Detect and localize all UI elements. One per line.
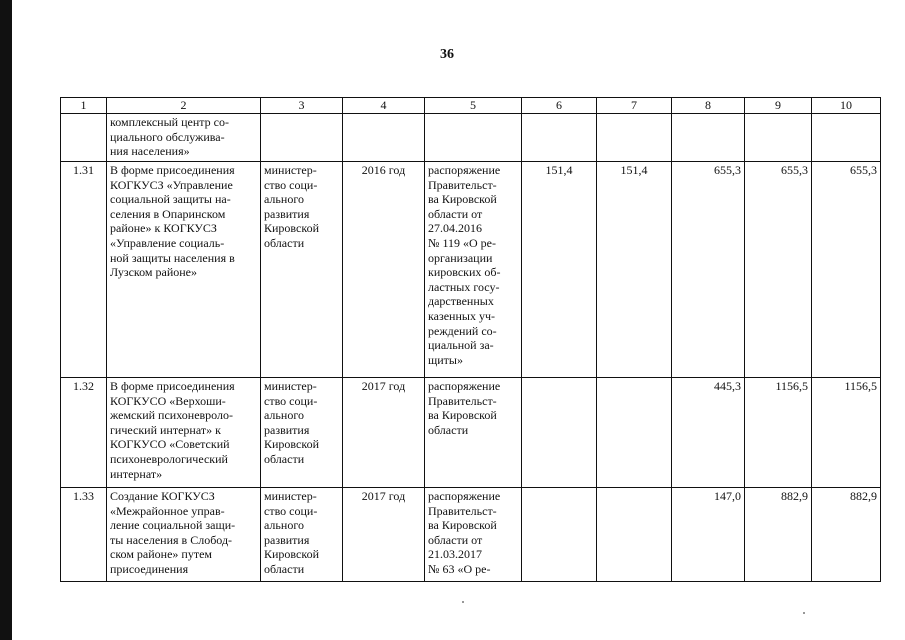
row-year: 2017 год bbox=[343, 488, 425, 582]
row-number: 1.33 bbox=[61, 488, 107, 582]
row-value-6 bbox=[522, 488, 597, 582]
row-value-6 bbox=[522, 114, 597, 162]
column-header: 10 bbox=[812, 98, 881, 114]
column-header: 5 bbox=[425, 98, 522, 114]
row-responsible bbox=[261, 114, 343, 162]
row-year: 2016 год bbox=[343, 162, 425, 378]
row-value-8 bbox=[672, 114, 745, 162]
row-value-10: 1156,5 bbox=[812, 378, 881, 488]
column-header: 2 bbox=[107, 98, 261, 114]
row-value-9: 1156,5 bbox=[745, 378, 812, 488]
table-row bbox=[61, 488, 881, 582]
row-value-7 bbox=[597, 114, 672, 162]
scan-edge bbox=[0, 0, 12, 640]
column-header: 7 bbox=[597, 98, 672, 114]
row-value-10: 882,9 bbox=[812, 488, 881, 582]
row-responsible: министер- ство соци- ального развития Кировской области bbox=[261, 378, 343, 488]
table-header-row bbox=[61, 98, 881, 114]
row-description: В форме присоединения КОГКУСО «Верхоши- жемский психоневроло- гический интернат» к КОГКУСО «Советский психоневрологический интернат» bbox=[107, 378, 261, 488]
row-number: 1.31 bbox=[61, 162, 107, 378]
page-number: 36 bbox=[440, 47, 454, 62]
row-number: 1.32 bbox=[61, 378, 107, 488]
table-row bbox=[61, 378, 881, 488]
column-header: 6 bbox=[522, 98, 597, 114]
row-value-8: 147,0 bbox=[672, 488, 745, 582]
row-value-9: 655,3 bbox=[745, 162, 812, 378]
row-description: Создание КОГКУСЗ «Межрайонное управ- ление социальной защи- ты населения в Слобод- ском районе» путем присоединения bbox=[107, 488, 261, 582]
row-responsible: министер- ство соци- ального развития Кировской области bbox=[261, 162, 343, 378]
row-legal-document: распоряжение Правительст- ва Кировской области от 21.03.2017 № 63 «О ре- bbox=[425, 488, 522, 582]
row-year bbox=[343, 114, 425, 162]
scan-speck bbox=[462, 601, 464, 603]
row-value-6: 151,4 bbox=[522, 162, 597, 378]
row-value-7 bbox=[597, 488, 672, 582]
row-year: 2017 год bbox=[343, 378, 425, 488]
column-header: 4 bbox=[343, 98, 425, 114]
row-legal-document bbox=[425, 114, 522, 162]
row-value-10: 655,3 bbox=[812, 162, 881, 378]
table-row bbox=[61, 114, 881, 162]
row-description: В форме присоединения КОГКУСЗ «Управление социальной защиты на- селения в Опаринском районе» к КОГКУСЗ «Управление социаль- ной защиты населения в Лузском районе» bbox=[107, 162, 261, 378]
column-header: 3 bbox=[261, 98, 343, 114]
row-responsible: министер- ство соци- ального развития Кировской области bbox=[261, 488, 343, 582]
row-legal-document: распоряжение Правительст- ва Кировской области от 27.04.2016 № 119 «О ре- организации кировских об- ластных госу- дарственных казенных уч- реждений со- циальной за- щиты» bbox=[425, 162, 522, 378]
row-value-8: 655,3 bbox=[672, 162, 745, 378]
row-value-10 bbox=[812, 114, 881, 162]
scan-speck bbox=[803, 612, 805, 614]
column-header: 8 bbox=[672, 98, 745, 114]
row-value-8: 445,3 bbox=[672, 378, 745, 488]
row-value-6 bbox=[522, 378, 597, 488]
row-value-7: 151,4 bbox=[597, 162, 672, 378]
column-header: 9 bbox=[745, 98, 812, 114]
row-description: комплексный центр со- циального обслужива- ния населения» bbox=[107, 114, 261, 162]
row-value-9 bbox=[745, 114, 812, 162]
column-header: 1 bbox=[61, 98, 107, 114]
table-row bbox=[61, 162, 881, 378]
document-table bbox=[60, 97, 881, 582]
row-value-9: 882,9 bbox=[745, 488, 812, 582]
row-value-7 bbox=[597, 378, 672, 488]
row-legal-document: распоряжение Правительст- ва Кировской области bbox=[425, 378, 522, 488]
row-number bbox=[61, 114, 107, 162]
